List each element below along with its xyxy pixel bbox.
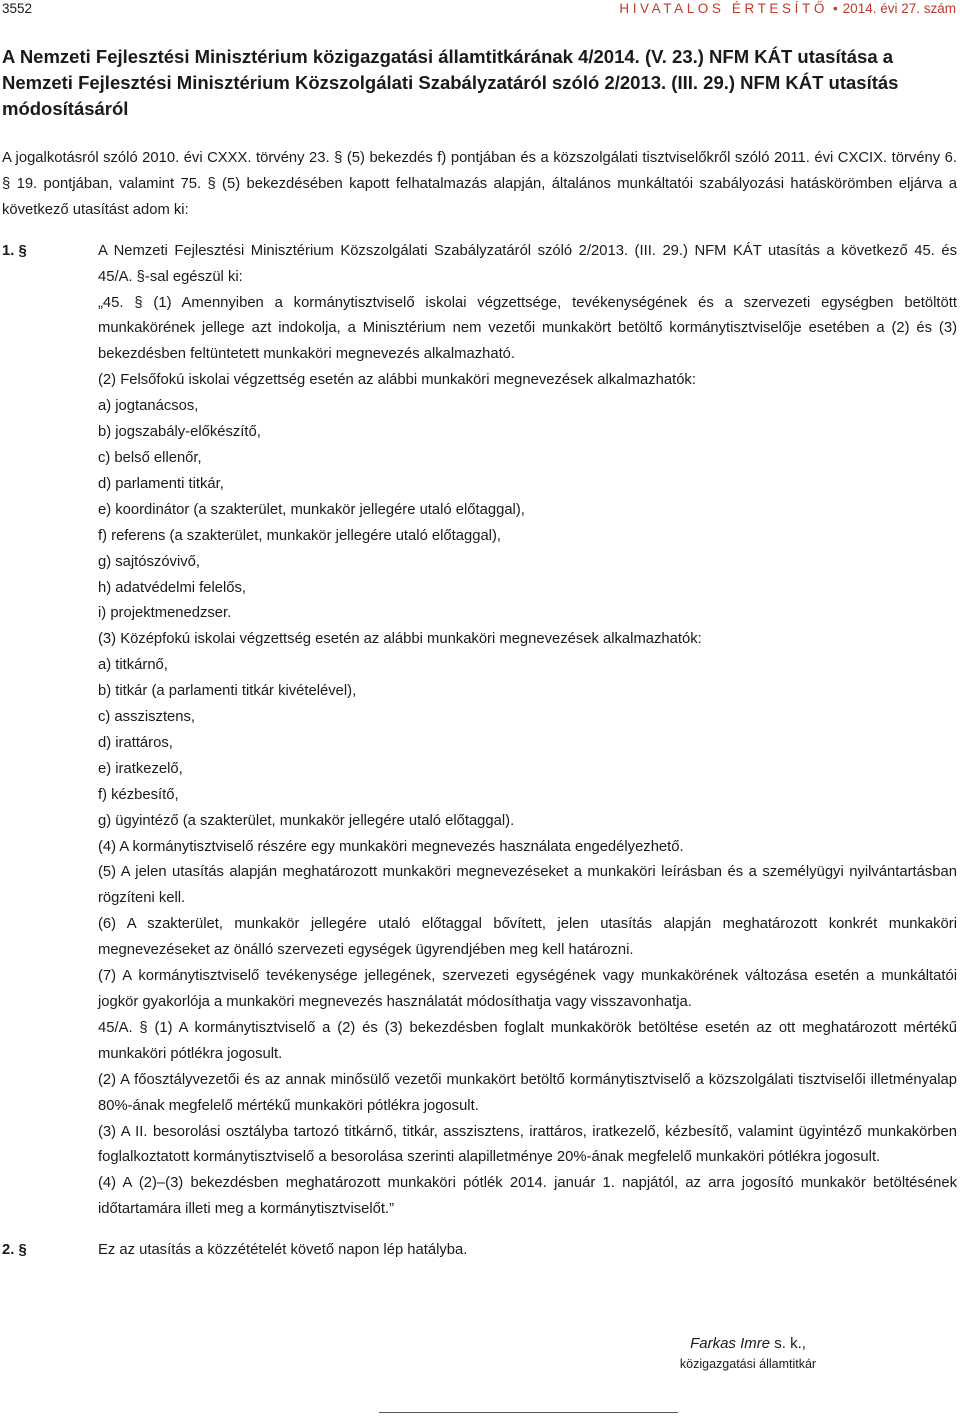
page-number: 3552: [2, 1, 33, 16]
section-2: [2, 1238, 957, 1264]
paragraph: (3) Középfokú iskolai végzettség esetén az alábbi munkaköri megnevezések alkalmazhatók:: [98, 631, 702, 648]
list-item: f) referens (a szakterület, munkakör jellegére utaló előtaggal),: [98, 527, 502, 544]
intro-paragraph: A jogalkotásról szóló 2010. évi CXXX. törvény 23. § (5) bekezdés f) pontjában és a közszolgálati tisztviselőkről szóló 2011. évi CXCIX. törvény 6. § 19. pontjában, valamint 75. § (5) bekezdésében kapott felhatalmazás alapján, általános munkáltatói szabályozási hatáskörömben eljárva a következő utasítást adom ki:: [2, 150, 957, 218]
list-item: g) sajtószóvivő,: [98, 553, 200, 570]
signatory-name-line: [648, 1333, 848, 1355]
list-item: a) jogtanácsos,: [98, 398, 199, 415]
paragraph: 45/A. § (1) A kormánytisztviselő a (2) és (3) bekezdésben foglalt munkakörök betöltése esetén az ott meghatározott mértékű munkaköri pótlékra jogosult.: [98, 1019, 957, 1062]
list-item: h) adatvédelmi felelős,: [98, 579, 247, 596]
signature-suffix: s. k.,: [770, 1335, 806, 1352]
list-item: e) koordinátor (a szakterület, munkakör jellegére utaló előtaggal),: [98, 501, 525, 518]
list-item: f) kézbesítő,: [98, 786, 179, 803]
paragraph: (6) A szakterület, munkakör jellegére utaló előtaggal bővített, jelen utasítás alapján meghatározott konkrét munkaköri megnevezéseket az önálló szervezeti egységek ügyrendjében meg kell határozni.: [98, 916, 957, 959]
issue-label: 2014. évi 27. szám: [842, 1, 956, 16]
section-1: [2, 239, 957, 1223]
paragraph: (4) A kormánytisztviselő részére egy munkaköri megnevezés használata engedélyezhető.: [98, 838, 684, 855]
section-1-text: [98, 239, 957, 1223]
paragraph: (2) A főosztályvezetői és az annak minősülő vezetői munkakört betöltő kormánytisztviselő a közszolgálati tisztviselői illetményalap 80%-ának megfelelő mértékű munkaköri pótlékra jogosult.: [98, 1071, 957, 1114]
journal-info: [619, 0, 956, 18]
list-item: b) jogszabály-előkészítő,: [98, 424, 261, 441]
section-number: 2. §: [2, 1242, 27, 1259]
list-item: a) titkárnő,: [98, 657, 168, 674]
paragraph: (7) A kormánytisztviselő tevékenysége jellegének, szervezeti egységének vagy munkakörének változása esetén a munkáltatói jogkör gyakorlója a munkaköri megnevezés használatát módosíthatja vagy visszavonhatja.: [98, 968, 957, 1010]
footer-divider: [379, 1412, 678, 1413]
signatory-name: Farkas Imre: [690, 1335, 771, 1352]
journal-name: HIVATALOS ÉRTESÍTŐ: [619, 1, 828, 16]
header-bullet: •: [832, 1, 838, 16]
signature-block: [648, 1333, 848, 1373]
section-2-text: Ez az utasítás a közzétételét követő napon lép hatályba.: [98, 1242, 468, 1259]
list-item: e) iratkezelő,: [98, 760, 183, 777]
list-item: c) asszisztens,: [98, 709, 196, 726]
section-number: 1. §: [2, 242, 27, 259]
list-item: i) projektmenedzser.: [98, 605, 232, 622]
paragraph: (2) Felsőfokú iskolai végzettség esetén az alábbi munkaköri megnevezések alkalmazhatók:: [98, 372, 696, 389]
paragraph: „45. § (1) Amennyiben a kormánytisztviselő iskolai végzettsége, tevékenységének és a szervezeti egységben betöltött munkakörének jellege azt indokolja, a Minisztérium nem vezetői munkakört betöltő kormánytisztviselője esetében a (2) és (3) bekezdésben feltüntetett munkaköri megnevezés alkalmazható.: [98, 294, 957, 363]
list-item: g) ügyintéző (a szakterület, munkakör jellegére utaló előtaggal).: [98, 812, 515, 829]
paragraph: (3) A II. besorolási osztályba tartozó titkárnő, titkár, asszisztens, irattáros, iratkezelő, kézbesítő, valamint ügyintéző munkakörben foglalkoztatott kormánytisztviselő a besorolása szerinti alapilletménye 20%-ának megfelelő munkaköri pótlékra jogosult.: [98, 1123, 957, 1166]
document-body: [2, 146, 957, 1264]
paragraph: (5) A jelen utasítás alapján meghatározott munkaköri megnevezéseket a munkaköri leírásban és a személyügyi nyilvántartásban rögzíteni kell.: [98, 864, 957, 907]
paragraph: (4) A (2)–(3) bekezdésben meghatározott munkaköri pótlék 2014. január 1. napjától, az arra jogosító munkakör betöltésének időtartamára illeti meg a kormánytisztviselőt.”: [98, 1175, 957, 1218]
list-item: d) irattáros,: [98, 734, 173, 751]
paragraph: A Nemzeti Fejlesztési Minisztérium Közszolgálati Szabályzatáról szóló 2/2013. (III. 29.) NFM KÁT utasítás a következő 45. és 45/A. §-sal egészül ki:: [98, 242, 957, 285]
list-item: d) parlamenti titkár,: [98, 475, 224, 492]
document-title: A Nemzeti Fejlesztési Minisztérium közigazgatási államtitkárának 4/2014. (V. 23.) NFM KÁT utasítása a Nemzeti Fejlesztési Minisztérium Közszolgálati Szabályzatáról szóló 2/2013. (III. 29.) NFM KÁT utasítás módosításáról: [2, 46, 899, 119]
list-item: c) belső ellenőr,: [98, 449, 202, 466]
page-header: [0, 0, 960, 20]
signatory-role: közigazgatási államtitkár: [679, 1357, 817, 1371]
list-item: b) titkár (a parlamenti titkár kivételével),: [98, 683, 357, 700]
